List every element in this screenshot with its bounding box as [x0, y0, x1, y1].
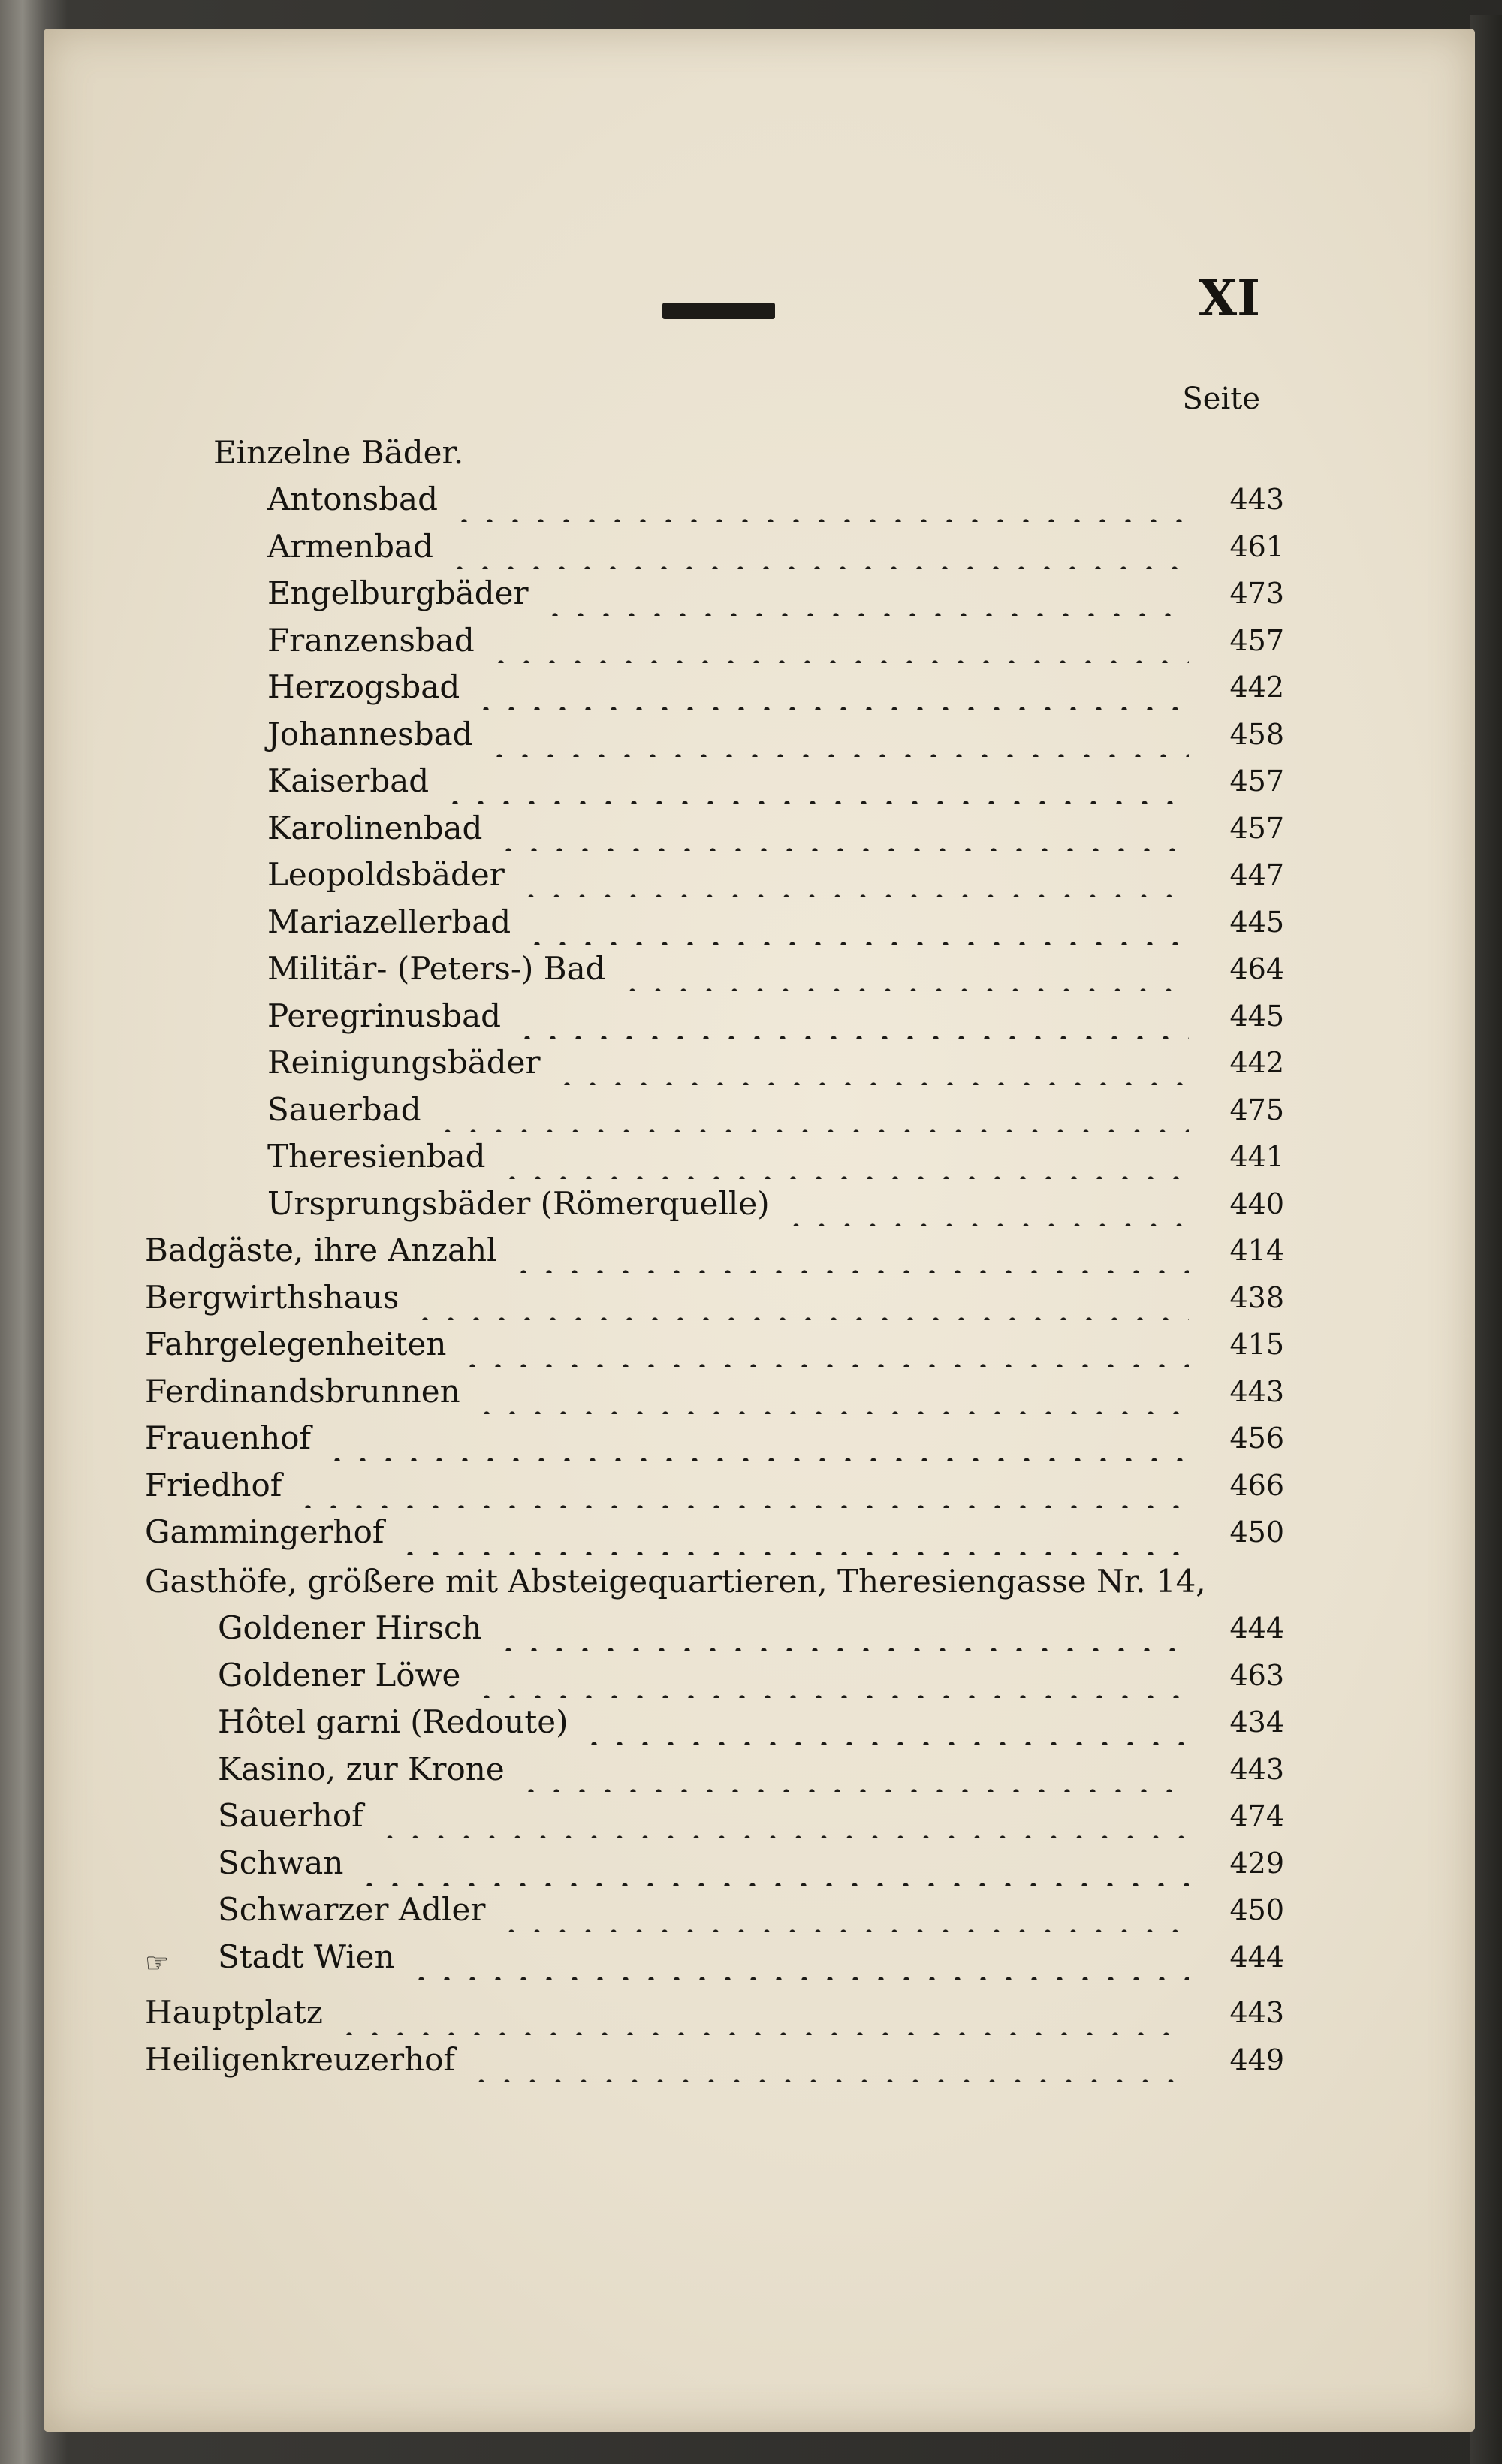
index-row [44, 1747, 1475, 1792]
inns-heading [44, 1559, 1475, 1604]
index-entry-page: 442 [1229, 1046, 1284, 1079]
index-entry-label: Militär- (Peters-) Bad [267, 950, 606, 987]
dot-leader [524, 900, 1189, 945]
dot-leader [496, 1606, 1189, 1651]
index-row [44, 1228, 1475, 1273]
index-entry-page: 445 [1229, 905, 1284, 939]
index-entry-page: 458 [1229, 717, 1284, 751]
dot-leader [435, 1087, 1189, 1132]
index-entry-page: 442 [1229, 671, 1284, 704]
dot-leader [783, 1181, 1189, 1226]
index-entry-label: Theresienbad [267, 1138, 486, 1175]
section-heading-label: Einzelne Bäder. [213, 434, 464, 471]
index-entry-page: 457 [1229, 623, 1284, 657]
index-row [44, 1275, 1475, 1320]
index-entry-page: 450 [1229, 1515, 1284, 1549]
index-entry-label: Gammingerhof [145, 1513, 385, 1550]
inns-heading-label: Gasthöfe, größere mit Absteigequartieren, Theresiengasse Nr. 14, [145, 1563, 1206, 1600]
dot-leader [511, 1228, 1189, 1273]
dot-leader [581, 1699, 1189, 1745]
index-entry-page: 443 [1229, 1374, 1284, 1408]
dot-leader [469, 2037, 1189, 2082]
dot-leader [409, 1935, 1189, 1980]
index-row [44, 806, 1475, 851]
index-row [44, 1990, 1475, 2035]
page-folio: XI [1198, 269, 1260, 327]
book-edge [1470, 15, 1502, 2464]
index-row [44, 1653, 1475, 1698]
index-row [44, 477, 1475, 522]
index-entry-label: Herzogsbad [267, 668, 460, 705]
index-entry-label: Mariazellerbad [267, 903, 511, 940]
dot-leader [474, 1653, 1189, 1698]
index-row [44, 759, 1475, 804]
index-entry-page: 444 [1229, 1612, 1284, 1645]
index-entry-label: Antonsbad [267, 481, 438, 517]
index-entry-page: 474 [1229, 1799, 1284, 1832]
index-entry-page: 445 [1229, 999, 1284, 1033]
index-entry-page: 443 [1229, 1752, 1284, 1786]
index-entry-page: 473 [1229, 577, 1284, 610]
index-row [44, 665, 1475, 710]
index-row [44, 2037, 1475, 2082]
dot-leader [499, 1134, 1189, 1179]
dot-leader [518, 1747, 1189, 1792]
index-entry-page: 444 [1229, 1940, 1284, 1974]
index-entry-page: 447 [1229, 858, 1284, 891]
index-entry-page: 429 [1229, 1846, 1284, 1880]
page-column-label: Seite [1182, 382, 1260, 416]
dot-leader [514, 994, 1189, 1039]
index-row [44, 994, 1475, 1039]
index-row [44, 1087, 1475, 1132]
dot-leader [442, 759, 1189, 804]
index-row [44, 1606, 1475, 1651]
index-entry-label: Ferdinandsbrunnen [145, 1372, 460, 1410]
dot-leader [295, 1463, 1189, 1508]
index-row [44, 618, 1475, 663]
index-entry-page: 450 [1229, 1893, 1284, 1926]
index-entry-page: 463 [1229, 1658, 1284, 1692]
index-entry-page: 457 [1229, 765, 1284, 798]
index-entry-label: Goldener Hirsch [218, 1609, 482, 1646]
index-page [44, 29, 1475, 2432]
index-entry-page: 456 [1229, 1422, 1284, 1455]
dot-leader [336, 1990, 1189, 2035]
index-entry-page: 443 [1229, 1996, 1284, 2029]
index-row [44, 1040, 1475, 1085]
dot-leader [473, 665, 1189, 710]
dot-leader [620, 946, 1189, 991]
index-entry-label: Fahrgelegenheiten [145, 1325, 447, 1362]
index-entry-label: Hauptplatz [145, 1994, 323, 2031]
index-entry-label: Engelburgbäder [267, 575, 529, 611]
dot-leader [412, 1275, 1189, 1320]
index-entry-label: Badgäste, ihre Anzahl [145, 1232, 497, 1268]
index-row [44, 1841, 1475, 1886]
index-entry-label: Leopoldsbäder [267, 856, 505, 893]
index-entry-page: 443 [1229, 483, 1284, 516]
index-row [44, 1416, 1475, 1461]
index-entry-label: Heiligenkreuzerhof [145, 2040, 455, 2078]
index-entry-label: Hôtel garni (Redoute) [218, 1703, 569, 1740]
index-entry-label: Ursprungsbäder (Römerquelle) [267, 1184, 770, 1222]
dot-leader [377, 1793, 1189, 1838]
index-entry-label: Schwarzer Adler [218, 1891, 486, 1928]
dot-leader [488, 618, 1189, 663]
index-entry-label: Goldener Löwe [218, 1656, 461, 1693]
index-entry-page: 441 [1229, 1140, 1284, 1173]
index-entry-label: Sauerbad [267, 1090, 421, 1128]
index-entry-label: Schwan [218, 1844, 344, 1881]
dot-leader [447, 524, 1189, 569]
index-entry-page: 440 [1229, 1187, 1284, 1220]
index-row [44, 1793, 1475, 1838]
dot-leader [487, 712, 1189, 757]
index-row [44, 1699, 1475, 1745]
index-entry-label: Karolinenbad [267, 809, 483, 846]
index-entry-page: 466 [1229, 1468, 1284, 1502]
index-row [44, 1322, 1475, 1367]
dot-leader [397, 1509, 1189, 1555]
index-entry-label: Kaiserbad [267, 762, 430, 799]
index-entry-page: 457 [1229, 811, 1284, 845]
index-row [44, 900, 1475, 945]
index-row [44, 1935, 1475, 1980]
index-entry-page: 415 [1229, 1328, 1284, 1361]
dot-leader [357, 1841, 1189, 1886]
dot-leader [554, 1040, 1189, 1085]
index-entry-page: 434 [1229, 1705, 1284, 1739]
index-entry-label: Bergwirthshaus [145, 1278, 400, 1316]
index-row [44, 1369, 1475, 1414]
index-entry-label: Frauenhof [145, 1419, 312, 1456]
index-entry-page: 464 [1229, 952, 1284, 985]
index-entry-label: Peregrinusbad [267, 997, 502, 1034]
pointing-hand-icon: ☞ [145, 1948, 170, 1979]
dot-leader [542, 571, 1189, 616]
index-entry-label: Kasino, zur Krone [218, 1750, 505, 1787]
dot-leader [451, 477, 1189, 522]
index-entry-page: 475 [1229, 1093, 1284, 1126]
index-entry-label: Armenbad [267, 527, 433, 565]
dot-leader [474, 1369, 1189, 1414]
index-row [44, 524, 1475, 569]
index-entry-label: Friedhof [145, 1466, 282, 1503]
dot-leader [499, 1887, 1189, 1932]
section-heading-baths [44, 430, 1475, 475]
index-entry-label: Johannesbad [267, 715, 473, 752]
index-entry-label: Stadt Wien [218, 1938, 395, 1975]
index-entry-page: 438 [1229, 1280, 1284, 1314]
index-row [44, 852, 1475, 897]
dot-leader [324, 1416, 1189, 1461]
index-row [44, 946, 1475, 991]
index-row [44, 712, 1475, 757]
dot-leader [460, 1322, 1189, 1367]
index-row [44, 1509, 1475, 1555]
index-row [44, 1134, 1475, 1179]
index-entry-label: Sauerhof [218, 1797, 363, 1834]
index-row [44, 571, 1475, 616]
index-entry-label: Franzensbad [267, 621, 475, 659]
index-row [44, 1463, 1475, 1508]
index-entry-label: Reinigungsbäder [267, 1044, 541, 1081]
index-entry-page: 449 [1229, 2043, 1284, 2076]
dot-leader [496, 806, 1189, 851]
index-entry-page: 414 [1229, 1234, 1284, 1267]
index-row [44, 1887, 1475, 1932]
dot-leader [518, 852, 1189, 897]
index-entry-page: 461 [1229, 529, 1284, 563]
index-row [44, 1181, 1475, 1226]
ornament-rule-icon [662, 303, 775, 319]
